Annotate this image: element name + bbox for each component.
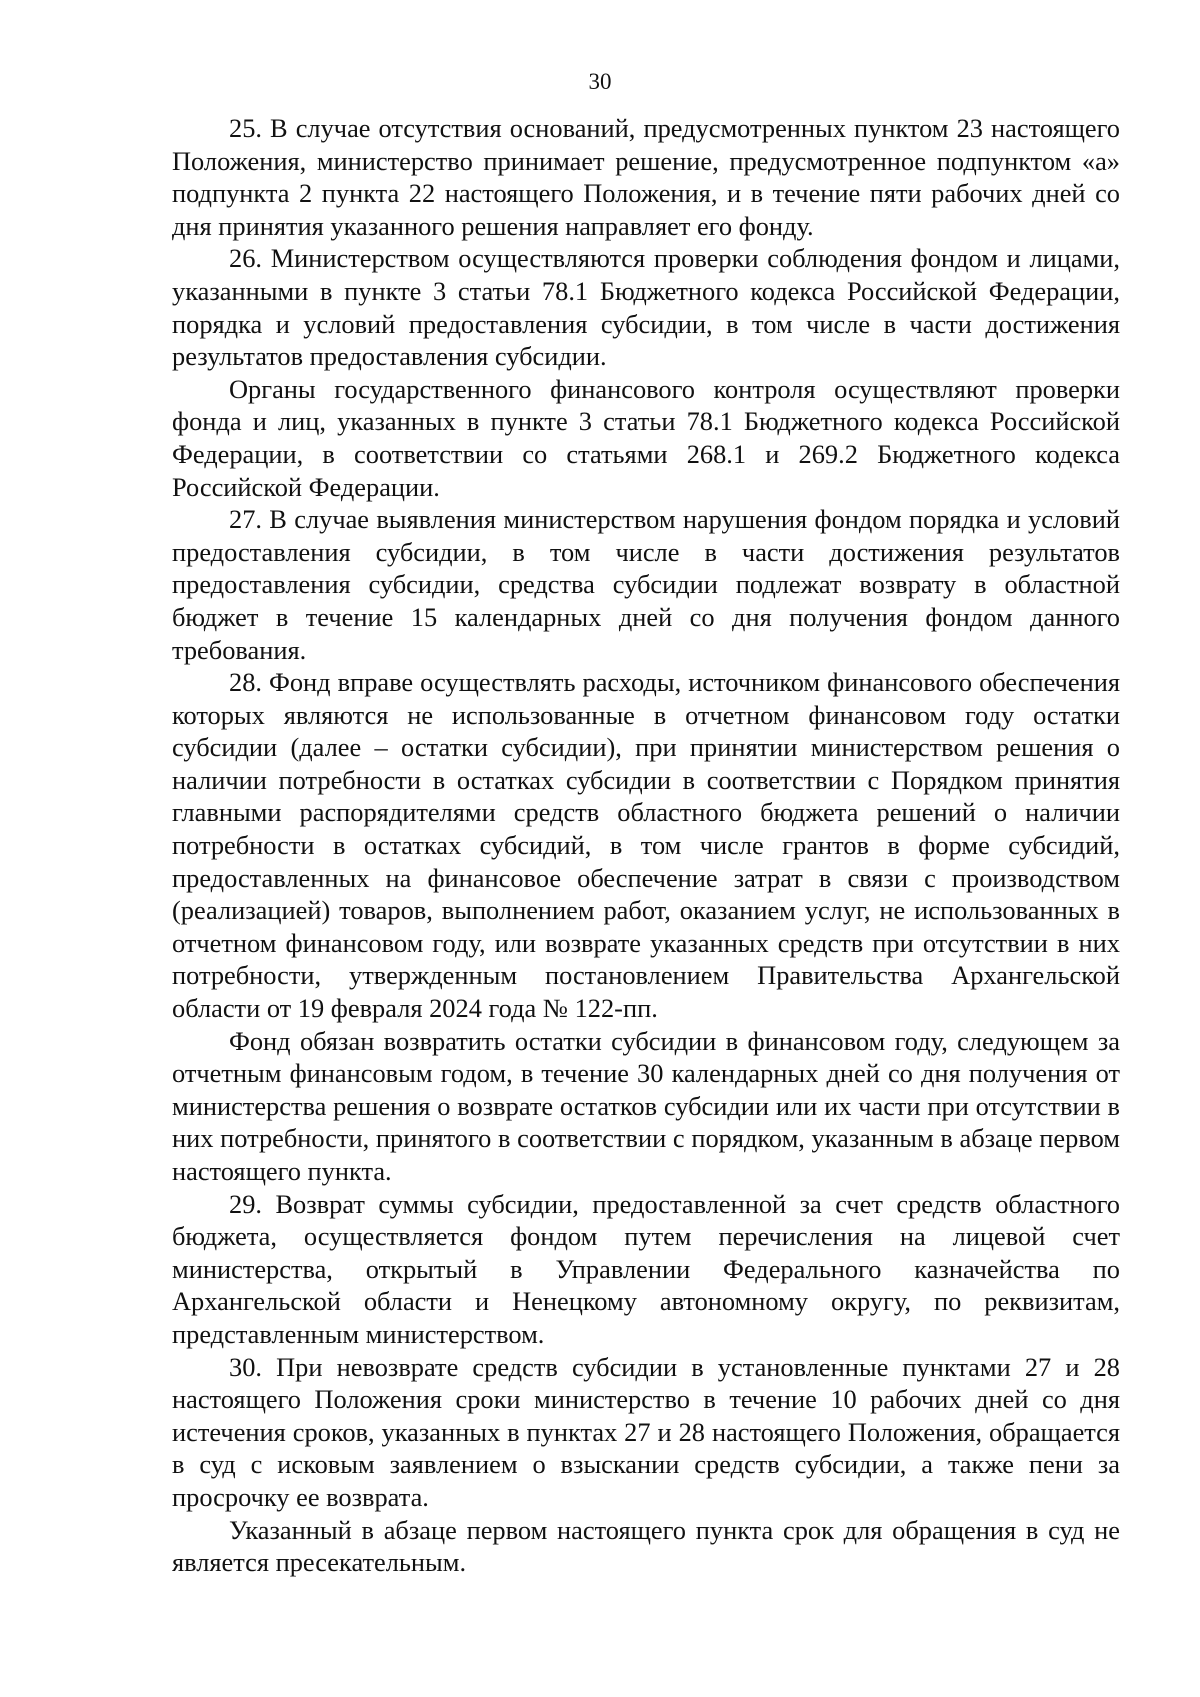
paragraph-28-return-obligation: Фонд обязан возвратить остатки субсидии в финансовом году, следующем за отчетным финансовым годом, в течение 30 календарных дней со дня получения от министерства решения о возврате остатков субсидии или их части при отсутствии в них потребности, принятого в соответствии с порядком, указанным в абзаце первом настоящего пункта. [172, 1025, 1120, 1186]
paragraph-26-financial-control: Органы государственного финансового контроля осуществляют проверки фонда и лиц, указанных в пункте 3 статьи 78.1 Бюджетного кодекса Российской Федерации, в соответствии со статьями 268.1 и 269.2 Бюджетного кодекса Российской Федерации. [172, 373, 1120, 502]
paragraph-25: 25. В случае отсутствия оснований, предусмотренных пунктом 23 настоящего Положения, министерство принимает решение, предусмотренное подпунктом «а» подпункта 2 пункта 22 настоящего Положения, и в течение пяти рабочих дней со дня принятия указанного решения направляет его фонду. [172, 113, 1120, 241]
paragraph-30-term-note: Указанный в абзаце первом настоящего пункта срок для обращения в суд не является пресекательным. [172, 1514, 1120, 1578]
paragraph-28: 28. Фонд вправе осуществлять расходы, источником финансового обеспечения которых являются не использованные в отчетном финансовом году остатки субсидии (далее – остатки субсидии), при принятии министерством решения о наличии потребности в остатках субсидии в соответствии с Порядком принятия главными распорядителями средств областного бюджета решений о наличии потребности в остатках субсидий, в том числе грантов в форме субсидий, предоставленных на финансовое обеспечение затрат в связи с производством (реализацией) товаров, выполнением работ, оказанием услуг, не использованных в отчетном финансовом году, или возврате указанных средств при отсутствии в них потребности, утвержденным постановлением Правительства Архангельской области от 19 февраля 2024 года № 122-пп. [172, 667, 1120, 1024]
paragraph-29: 29. Возврат суммы субсидии, предоставленной за счет средств областного бюджета, осуществляется фондом путем перечисления на лицевой счет министерства, открытый в Управлении Федерального казначейства по Архангельской области и Ненецкому автономному округу, по реквизитам, представленным министерством. [172, 1188, 1120, 1349]
paragraph-26: 26. Министерством осуществляются проверки соблюдения фондом и лицами, указанными в пункте 3 статьи 78.1 Бюджетного кодекса Российской Федерации, порядка и условий предоставления субсидии, в том числе в части достижения результатов предоставления субсидии. [172, 243, 1120, 372]
document-body [172, 112, 1120, 1579]
page-number: 30 [588, 69, 612, 94]
paragraph-30: 30. При невозврате средств субсидии в установленные пунктами 27 и 28 настоящего Положения сроки министерство в течение 10 рабочих дней со дня истечения сроков, указанных в пунктах 27 и 28 настоящего Положения, обращается в суд с исковым заявлением о взыскании средств субсидии, а также пени за просрочку ее возврата. [172, 1351, 1120, 1512]
paragraph-27: 27. В случае выявления министерством нарушения фондом порядка и условий предоставления субсидии, в том числе в части достижения результатов предоставления субсидии, средства субсидии подлежат возврату в областной бюджет в течение 15 календарных дней со дня получения фондом данного требования. [172, 504, 1120, 665]
